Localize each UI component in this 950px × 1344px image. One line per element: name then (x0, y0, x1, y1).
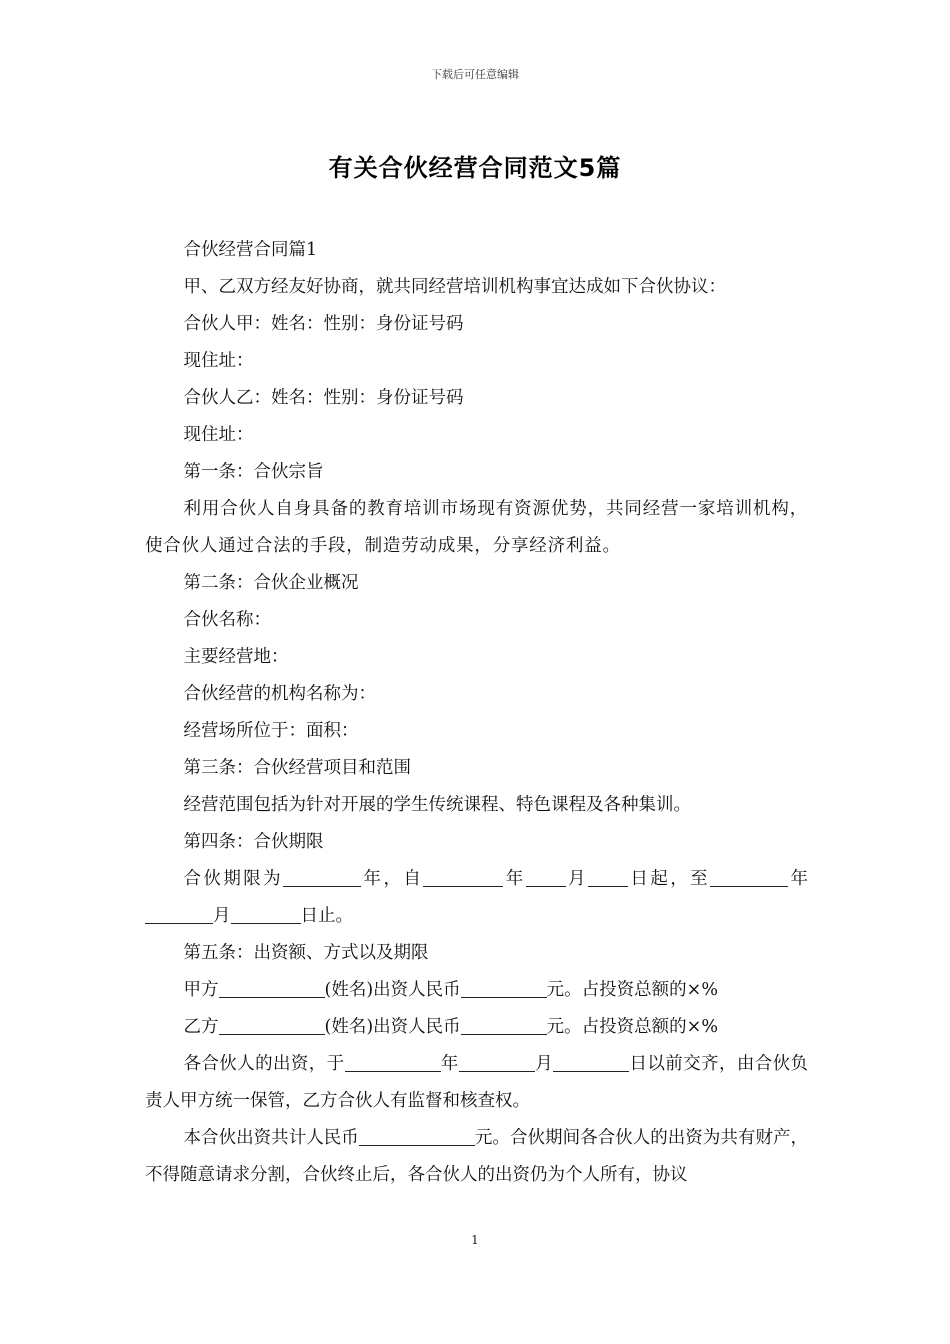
paragraph-section-heading: 合伙经营合同篇1 (183, 240, 318, 260)
blank-line (145, 906, 213, 925)
text-fragment: 年 (788, 869, 809, 889)
paragraph-premises: 经营场所位于：面积： (183, 721, 359, 741)
article-4-heading: 第四条：合伙期限 (183, 832, 324, 852)
paragraph-partner-a: 合伙人甲：姓名：性别：身份证号码 (183, 314, 464, 334)
paragraph-intro: 甲、乙双方经友好协商，就共同经营培训机构事宜达成如下合伙协议： (183, 277, 726, 297)
text-fragment: 日以前交齐，由合伙负责人甲方统一保管，乙方合伙人有监督和核查权。 (145, 1054, 809, 1111)
document-title: 有关合伙经营合同范文5篇 (328, 154, 622, 182)
text-fragment: 日止。 (300, 906, 353, 926)
text-fragment: 甲方 (183, 980, 219, 1000)
blank-line (283, 869, 361, 888)
article-1-heading: 第一条：合伙宗旨 (183, 462, 324, 482)
article-1-body: 利用合伙人自身具备的教育培训市场现有资源优势，共同经营一家培训机构，使合伙人通过合法的手段，制造劳动成果，分享经济利益。 (145, 499, 808, 556)
document-body (145, 232, 808, 1194)
blank-line (461, 1017, 547, 1036)
paragraph-party-a-contribution (145, 972, 808, 1009)
text-fragment: 元。占投资总额的×% (546, 1017, 718, 1037)
paragraph-contribution-deadline (145, 1046, 808, 1120)
blank-line (461, 980, 547, 999)
text-fragment: 年 (503, 869, 526, 889)
paragraph-partner-b: 合伙人乙：姓名：性别：身份证号码 (183, 388, 464, 408)
page-number: 1 (471, 1233, 479, 1247)
article-4-body (145, 861, 808, 935)
text-fragment: 元。占投资总额的×% (546, 980, 718, 1000)
blank-line (359, 1128, 475, 1147)
blank-line (423, 869, 503, 888)
blank-line (710, 869, 788, 888)
text-fragment: 月 (565, 869, 588, 889)
blank-line (231, 906, 301, 925)
text-fragment: (姓名)出资人民币 (324, 1017, 461, 1037)
blank-line (219, 980, 325, 999)
paragraph-party-b-contribution (145, 1009, 808, 1046)
blank-line (526, 869, 566, 888)
text-fragment: 元。合伙期间各合伙人的出资为共有财产，不得随意请求分割，合伙终止后，各合伙人的出资仍为个人所有，协议 (145, 1128, 809, 1185)
blank-line (219, 1017, 325, 1036)
paragraph-main-location: 主要经营地： (183, 647, 289, 667)
text-fragment: 年，自 (361, 869, 424, 889)
text-fragment: 各合伙人的出资，于 (183, 1054, 345, 1074)
paragraph-address-a: 现住址： (183, 351, 254, 371)
paragraph-partnership-name: 合伙名称： (183, 610, 271, 630)
paragraph-address-b: 现住址： (183, 425, 254, 445)
article-3-heading: 第三条：合伙经营项目和范围 (183, 758, 411, 778)
text-fragment: 合伙期限为 (183, 869, 284, 889)
blank-line (345, 1054, 441, 1073)
text-fragment: 乙方 (183, 1017, 219, 1037)
article-3-body: 经营范围包括为针对开展的学生传统课程、特色课程及各种集训。 (183, 795, 691, 815)
text-fragment: 年 (440, 1054, 459, 1074)
blank-line (553, 1054, 629, 1073)
text-fragment: 月 (213, 906, 231, 926)
text-fragment: 日起，至 (627, 869, 711, 889)
paragraph-institution-name: 合伙经营的机构名称为： (183, 684, 376, 704)
article-2-heading: 第二条：合伙企业概况 (183, 573, 359, 593)
text-fragment: (姓名)出资人民币 (324, 980, 461, 1000)
article-5-heading: 第五条：出资额、方式以及期限 (183, 943, 429, 963)
blank-line (588, 869, 628, 888)
text-fragment: 月 (534, 1054, 554, 1074)
text-fragment: 本合伙出资共计人民币 (183, 1128, 359, 1148)
header-note: 下载后可任意编辑 (431, 68, 519, 81)
paragraph-total-contribution (145, 1120, 808, 1194)
blank-line (459, 1054, 535, 1073)
